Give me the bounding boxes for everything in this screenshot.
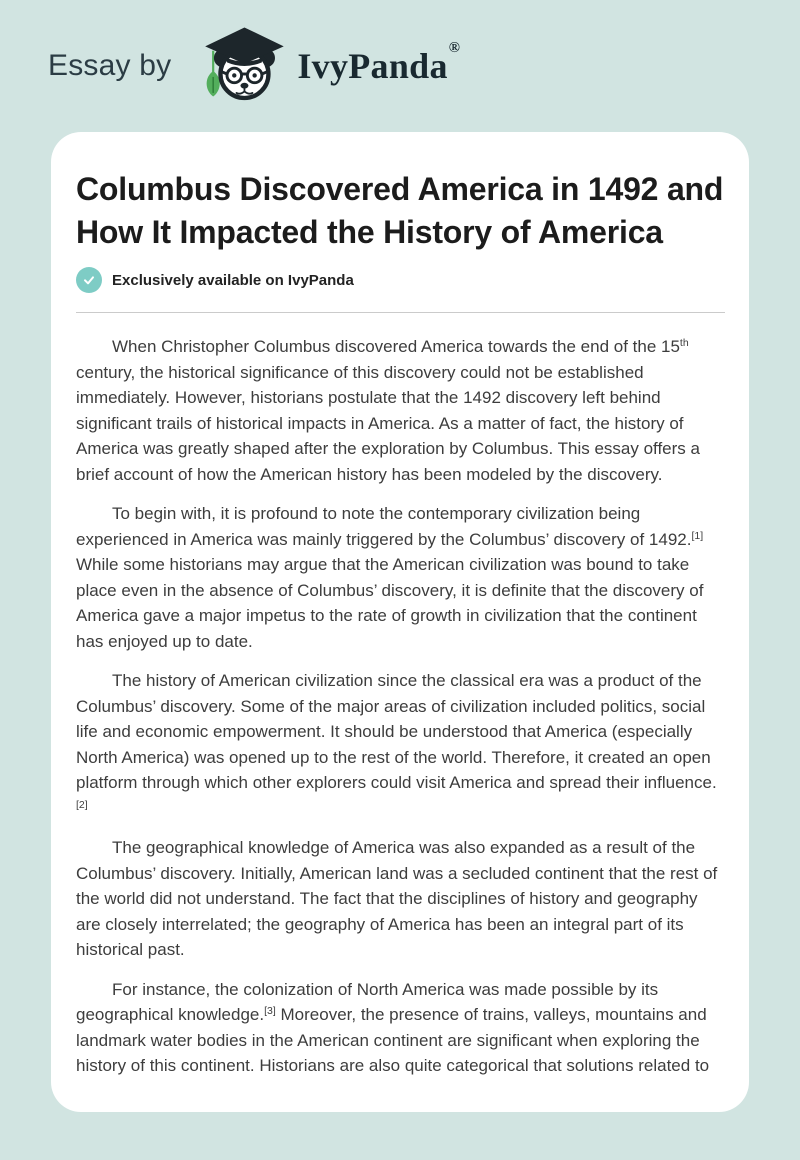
divider bbox=[76, 312, 725, 313]
masthead bbox=[0, 0, 800, 132]
text-segment: While some historians may argue that the American civilization was bound to take place even in the absence of Columbus’ discovery, it is definite that the discovery of America gave a major impetus to the rate of growth in civilization that the continent has enjoyed up to date. bbox=[76, 555, 704, 651]
registered-mark: ® bbox=[448, 40, 461, 56]
text-segment: When Christopher Columbus discovered America towards the end of the 15 bbox=[112, 337, 680, 356]
text-segment: For instance, the colonization of North America was made possible by its geographical knowledge. bbox=[76, 979, 659, 1024]
essay-paragraph bbox=[76, 668, 725, 821]
text-segment: Moreover, the presence of trains, valleys, mountains and landmark water bodies in the American continent are significant when exploring the history of this continent. Historians are also quite categorical that solutions related to bbox=[76, 1005, 710, 1075]
exclusive-badge bbox=[76, 267, 725, 293]
footnote-marker: [1] bbox=[691, 529, 704, 542]
essay-by-label: Essay by bbox=[48, 49, 172, 82]
essay-paragraph bbox=[76, 835, 725, 963]
essay-paragraph bbox=[76, 501, 725, 654]
text-segment: century, the historical significance of this discovery could not be established immediately. However, historians postulate that the 1492 discovery left behind significant trails of historical impacts in America. As a matter of fact, the history of America was greatly shaped after the exploration by Columbus. This essay offers a brief account of how the American history has been modeled by the discovery. bbox=[76, 362, 700, 484]
panda-graduate-icon bbox=[197, 26, 289, 106]
badge-label: Exclusively available on IvyPanda bbox=[112, 271, 354, 289]
footnote-marker: [2] bbox=[76, 798, 88, 811]
essay-paragraph bbox=[76, 977, 725, 1079]
text-segment: The history of American civilization since the classical era was a product of the Columbus’ discovery. Some of the major areas of civilization included politics, social life and economic empowerment. It should be understood that America (especially North America) was opened up to the rest of the world. Therefore, it created an open platform through which other explorers could visit America and spread their influence. bbox=[76, 671, 717, 792]
page-title: Columbus Discovered America in 1492 and How It Impacted the History of America bbox=[76, 171, 724, 250]
footnote-marker: th bbox=[679, 337, 689, 349]
brand-name: IvyPanda® bbox=[297, 40, 461, 86]
text-segment: The geographical knowledge of America was also expanded as a result of the Columbus’ discovery. Initially, American land was a secluded continent that the rest of the world did not understand. The fact that the disciplines of history and geography are closely interrelated; the geography of America has been an integral part of its historical past. bbox=[76, 838, 718, 959]
essay-body bbox=[76, 334, 725, 1079]
check-icon bbox=[76, 267, 102, 293]
text-segment: To begin with, it is profound to note the contemporary civilization being experienced in America was mainly triggered by the Columbus’ discovery of 1492. bbox=[76, 504, 692, 549]
footnote-marker: [3] bbox=[264, 1005, 276, 1017]
essay-card bbox=[51, 132, 749, 1112]
essay-paragraph bbox=[76, 334, 725, 487]
